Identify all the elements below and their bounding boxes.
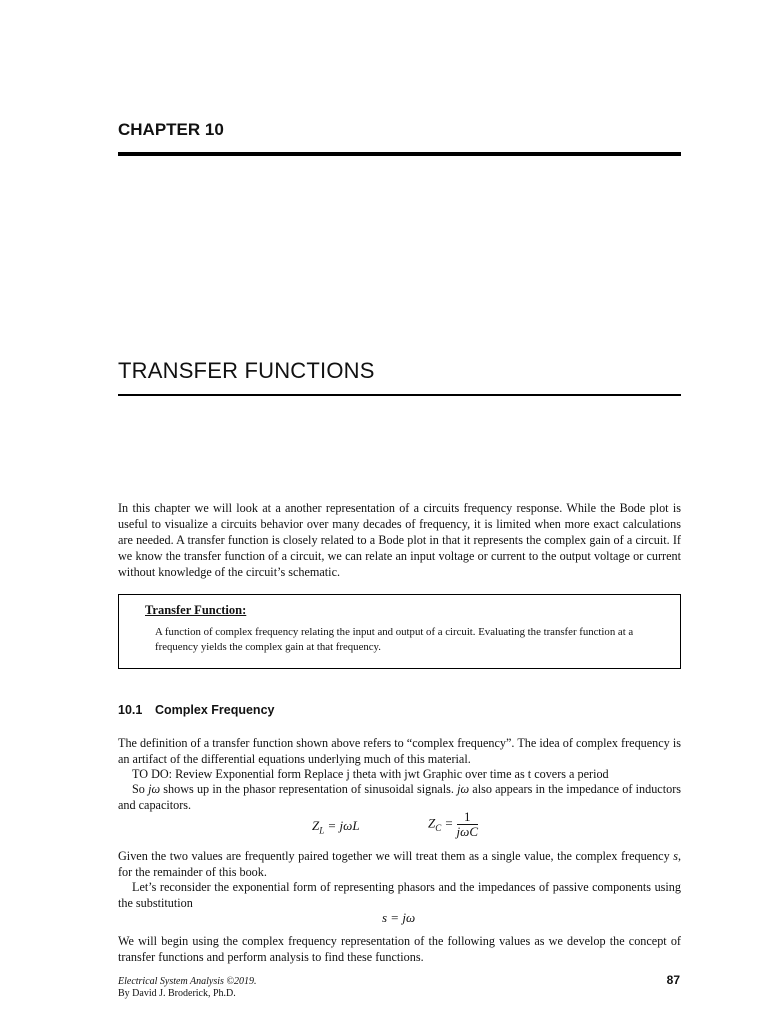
math-jw: jω bbox=[457, 782, 470, 796]
book-title: Electrical System Analysis bbox=[118, 976, 224, 987]
paragraph-4: Given the two values are frequently paired together we will treat them as a single value, the complex frequency s, for the remainder of this book. bbox=[118, 849, 681, 879]
equation-zl: $Z_L = j\omega L$ bbox=[312, 818, 360, 836]
paragraph-1: The definition of a transfer function shown above refers to “complex frequency”. The idea of complex frequency is an artifact of the differential equations underlying much of this material. bbox=[118, 736, 681, 766]
paragraph-5: Let’s reconsider the exponential form of representing phasors and the impedances of passive components using the substitution bbox=[118, 880, 681, 910]
page-number: 87 bbox=[666, 973, 680, 987]
chapter-label: CHAPTER 10 bbox=[118, 120, 224, 139]
paragraph-6: We will begin using the complex frequency representation of the following values as we develop the concept of transfer functions and perform analysis to find these functions. bbox=[118, 934, 681, 964]
math-jw: jω bbox=[148, 782, 161, 796]
section-title: Complex Frequency bbox=[155, 703, 275, 717]
math-s: s bbox=[673, 849, 678, 863]
equation-zc: $Z_C$ = $\frac{1}{\text{jωC}}$ bbox=[428, 809, 478, 839]
title-rule bbox=[118, 394, 681, 396]
footer-credit: Electrical System Analysis ©2019. By David J. Broderick, Ph.D. bbox=[118, 976, 257, 999]
author: By David J. Broderick, Ph.D. bbox=[118, 988, 236, 999]
definition-body: A function of complex frequency relating the input and output of a circuit. Evaluating the transfer function at a frequency yields the complex gain at that frequency. bbox=[155, 626, 634, 653]
fraction: $\frac{1}{\text{jωC}}$ bbox=[456, 809, 478, 839]
definition-box bbox=[118, 594, 681, 669]
chapter-title: TRANSFER FUNCTIONS bbox=[118, 358, 375, 383]
section-number: 10.1 bbox=[118, 703, 143, 717]
equation-s: s = jω bbox=[382, 910, 416, 925]
paragraph-3: So jω shows up in the phasor representation of sinusoidal signals. jω also appears in the impedance of inductors and capacitors. bbox=[118, 782, 681, 812]
definition-title: Transfer Function: bbox=[145, 603, 247, 617]
intro-paragraph: In this chapter we will look at a another representation of a circuits frequency response. While the Bode plot is useful to visualize a circuits behavior over many decades of frequency, it is limited when more exact calculations are needed. A transfer function is closely related to a Bode plot in that it represents the complex gain of a circuit. If we know the transfer function of a circuit, we can relate an input voltage or current to the output voltage or current without knowledge of the circuit’s schematic. bbox=[118, 501, 681, 579]
paragraph-2: TO DO: Review Exponential form Replace j theta with jwt Graphic over time as t covers a period bbox=[132, 767, 609, 781]
chapter-rule bbox=[118, 152, 681, 156]
section-heading bbox=[118, 703, 274, 717]
